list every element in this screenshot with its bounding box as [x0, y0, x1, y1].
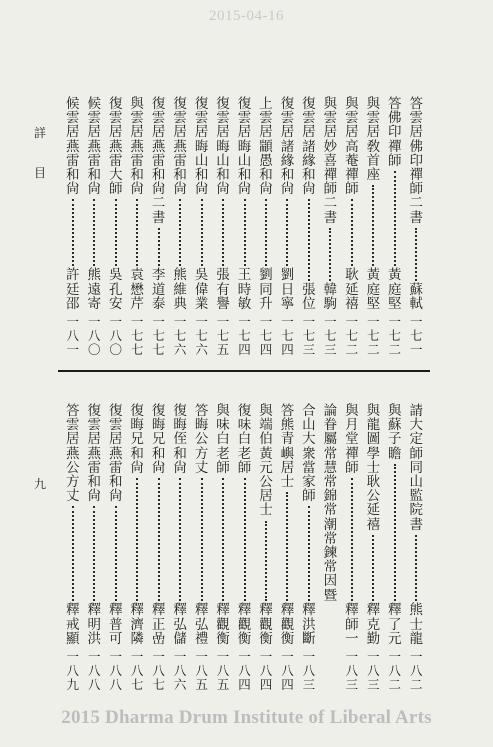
entry-title: 與月堂禪師 — [345, 403, 359, 476]
dot-leader — [351, 199, 353, 266]
entry-page: 一八九 — [66, 649, 80, 693]
dot-leader — [244, 478, 246, 601]
entry-author: 釋弘禮 — [194, 602, 209, 647]
entry-page: 一八八 — [87, 649, 101, 693]
toc-entry — [384, 97, 405, 359]
dot-leader — [415, 228, 417, 281]
bottom-contents-section — [62, 404, 427, 694]
toc-entry — [320, 404, 341, 694]
dot-leader — [72, 506, 74, 601]
entry-title: 上雲居顓愚和尙 — [259, 96, 273, 198]
entry-page: 一八二 — [410, 649, 423, 693]
dot-leader — [222, 199, 224, 266]
entry-title: 與味白老師 — [216, 403, 230, 476]
dot-leader — [244, 199, 246, 266]
entry-author: 釋觀衡 — [237, 602, 252, 647]
toc-entry — [62, 404, 83, 694]
entry-title: 復晦兄和尙 — [130, 403, 144, 476]
entry-author: 黃庭堅 — [388, 267, 402, 312]
entry-title: 復雲居燕雷和尙二書 — [151, 96, 166, 226]
entry-title: 與雲居妙喜禪師二書 — [323, 96, 338, 226]
toc-entry — [212, 404, 233, 694]
dot-leader — [201, 199, 203, 266]
entry-page: 一七一 — [410, 314, 423, 358]
toc-entry — [298, 404, 319, 694]
toc-entry — [191, 97, 212, 359]
dot-leader — [308, 506, 310, 601]
dot-leader — [286, 199, 288, 266]
entry-author: 釋觀衡 — [216, 602, 230, 647]
entry-author: 黃庭堅 — [366, 267, 381, 312]
toc-entry — [148, 97, 169, 359]
entry-page: 一七二 — [345, 314, 359, 358]
entry-author: 釋觀衡 — [280, 602, 295, 647]
toc-entry — [406, 404, 427, 694]
toc-entry — [105, 97, 126, 359]
entry-page: 一八三 — [367, 649, 380, 693]
entry-page: 一八三 — [345, 649, 359, 693]
toc-entry — [126, 97, 147, 359]
top-contents-section — [62, 97, 427, 359]
entry-author: 許廷邵 — [66, 267, 80, 312]
toc-entry — [341, 97, 362, 359]
entry-title: 答雲居燕公方丈 — [66, 403, 80, 505]
dot-leader — [372, 535, 374, 602]
entry-page: 一七七 — [130, 314, 144, 358]
entry-author: 李道泰 — [151, 267, 166, 312]
toc-entry — [84, 404, 105, 694]
entry-author: 釋觀衡 — [259, 602, 273, 647]
entry-title: 復雲居諸緣和尙 — [280, 96, 295, 198]
toc-entry — [105, 404, 126, 694]
entry-title: 復雲居燕雷和尙 — [108, 403, 123, 505]
entry-title: 與雲居燕雷和尙 — [130, 96, 144, 198]
entry-page: 一七二 — [388, 314, 402, 358]
entry-title: 與雲居敎首座 — [366, 96, 381, 184]
dot-leader — [158, 228, 160, 267]
running-head-char-2: 目 — [33, 166, 46, 180]
entry-author: 韓駒 — [323, 281, 338, 312]
entry-title: 請大定師同山監院書 — [409, 403, 424, 533]
entry-page: 一七二 — [367, 314, 380, 358]
entry-title: 論眷屬常慧常錦常潮常鍊常因暨 — [323, 403, 338, 604]
footer-watermark: 2015 Dharma Drum Institute of Liberal Arts — [61, 707, 432, 728]
date-watermark: 2015-04-16 — [209, 8, 284, 24]
entry-title: 復雲居燕雷和尙 — [173, 96, 187, 198]
entry-page: 一八四 — [238, 649, 251, 693]
toc-entry — [277, 404, 298, 694]
dot-leader — [72, 199, 74, 266]
dot-leader — [179, 199, 181, 266]
entry-title: 與端伯黃元公居士 — [259, 403, 273, 519]
entry-author: 熊遠寄 — [87, 267, 101, 312]
entry-author: 釋克勤 — [366, 602, 381, 647]
entry-title: 復雲居燕雷大師 — [108, 96, 123, 198]
entry-page: 一七三 — [302, 314, 316, 358]
entry-page: 一七四 — [238, 314, 251, 358]
toc-entry — [363, 97, 384, 359]
entry-page: 一八〇 — [87, 314, 101, 358]
entry-title: 候雲居燕雷和尙 — [66, 96, 80, 198]
entry-author: 釋正嵒 — [151, 602, 166, 647]
dot-leader — [158, 478, 160, 601]
dot-leader — [329, 228, 331, 281]
entry-title: 合山大衆當家師 — [302, 403, 316, 505]
dot-leader — [372, 185, 374, 266]
page-number: 九 — [33, 477, 46, 491]
entry-title: 復味白老師 — [237, 403, 252, 476]
entry-author: 吳孔安 — [108, 267, 123, 312]
dot-leader — [394, 171, 396, 266]
entry-page: 一八四 — [259, 649, 273, 693]
entry-author: 釋弘儲 — [173, 602, 187, 647]
entry-author: 吳偉業 — [194, 267, 209, 312]
dot-leader — [179, 478, 181, 601]
entry-title: 候雲居燕雷和尙 — [87, 96, 101, 198]
entry-page: 一七四 — [281, 314, 294, 358]
entry-title: 復晦侄和尙 — [173, 403, 187, 476]
toc-entry — [406, 97, 427, 359]
running-head-char-1: 詳 — [33, 126, 46, 140]
entry-title: 與雲居高菴禪師 — [345, 96, 359, 198]
entry-title: 復雲居晦山和尙 — [216, 96, 230, 198]
entry-page: 一八一 — [66, 314, 80, 358]
entry-author: 釋師一 — [345, 602, 359, 647]
toc-entry — [384, 404, 405, 694]
toc-entry — [84, 97, 105, 359]
dot-leader — [93, 506, 95, 601]
entry-page: 一八八 — [109, 649, 122, 693]
dot-leader — [136, 478, 138, 601]
toc-entry — [298, 97, 319, 359]
entry-author: 耿延禧 — [345, 267, 359, 312]
dot-leader — [136, 199, 138, 266]
entry-page: 一八四 — [281, 649, 294, 693]
section-divider-rule — [58, 370, 430, 372]
entry-title: 復雲居晦山和尙 — [237, 96, 252, 198]
dot-leader — [115, 199, 117, 266]
entry-title: 與龍圖學士耿公延禧 — [366, 403, 381, 533]
toc-entry — [320, 97, 341, 359]
entry-page: 一八七 — [152, 649, 165, 693]
entry-title: 答佛印禪師 — [388, 96, 402, 169]
dot-leader — [115, 506, 117, 601]
entry-page: 一八三 — [302, 649, 316, 693]
entry-page: 一八二 — [388, 649, 402, 693]
dot-leader — [265, 199, 267, 266]
entry-page: 一七四 — [259, 314, 273, 358]
entry-author: 釋了元 — [388, 602, 402, 647]
dot-leader — [201, 478, 203, 601]
entry-author: 熊維典 — [173, 267, 187, 312]
entry-page: 一七三 — [324, 314, 337, 358]
entry-page: 一七六 — [195, 314, 208, 358]
dot-leader — [394, 464, 396, 602]
dot-leader — [222, 478, 224, 601]
dot-leader — [93, 199, 95, 266]
entry-page: 一七七 — [152, 314, 165, 358]
entry-author: 釋普可 — [108, 602, 123, 647]
entry-author: 袁懋芹 — [130, 267, 144, 312]
entry-title: 復雲居燕雷和尙 — [87, 403, 101, 505]
toc-entry — [234, 97, 255, 359]
entry-author: 釋濟隣 — [130, 602, 144, 647]
toc-entry — [255, 404, 276, 694]
entry-title: 與蘇子瞻 — [388, 403, 402, 462]
dot-leader — [351, 478, 353, 601]
toc-entry — [255, 97, 276, 359]
entry-page: 一七六 — [173, 314, 187, 358]
toc-entry — [126, 404, 147, 694]
entry-page: 一八七 — [130, 649, 144, 693]
entry-page: 一八〇 — [109, 314, 122, 358]
toc-entry — [169, 404, 190, 694]
entry-author: 熊士龍 — [409, 602, 424, 647]
toc-entry — [277, 97, 298, 359]
entry-title: 復雲居晦山和尙 — [194, 96, 209, 198]
dot-leader — [308, 199, 310, 280]
entry-title: 復晦兄和尙 — [151, 403, 166, 476]
entry-author: 釋戒顯 — [66, 602, 80, 647]
entry-author: 釋洪斷 — [302, 602, 316, 647]
entry-author: 張位 — [302, 281, 316, 312]
entry-page: 一八六 — [173, 649, 187, 693]
entry-author: 王時敏 — [237, 267, 252, 312]
entry-page: 一八五 — [195, 649, 208, 693]
toc-entry — [169, 97, 190, 359]
toc-entry — [212, 97, 233, 359]
entry-author: 劉同升 — [259, 267, 273, 312]
entry-title: 答熊青嶼居士 — [280, 403, 295, 491]
toc-entry — [62, 97, 83, 359]
entry-author: 張有譽 — [216, 267, 230, 312]
entry-author: 蘇軾 — [409, 281, 424, 312]
entry-page: 一八五 — [216, 649, 230, 693]
entry-author: 釋明洪 — [87, 602, 101, 647]
dot-leader — [286, 492, 288, 601]
toc-entry — [234, 404, 255, 694]
toc-entry — [363, 404, 384, 694]
entry-title: 答雲居佛印禪師二書 — [409, 96, 424, 226]
toc-entry — [341, 404, 362, 694]
toc-entry — [191, 404, 212, 694]
entry-page: 一七五 — [216, 314, 230, 358]
toc-entry — [148, 404, 169, 694]
running-head — [33, 126, 47, 180]
dot-leader — [265, 521, 267, 602]
entry-author: 劉日寧 — [280, 267, 295, 312]
entry-title: 答晦公方丈 — [194, 403, 209, 476]
dot-leader — [415, 535, 417, 602]
entry-title: 復雲居諸緣和尙 — [302, 96, 316, 198]
